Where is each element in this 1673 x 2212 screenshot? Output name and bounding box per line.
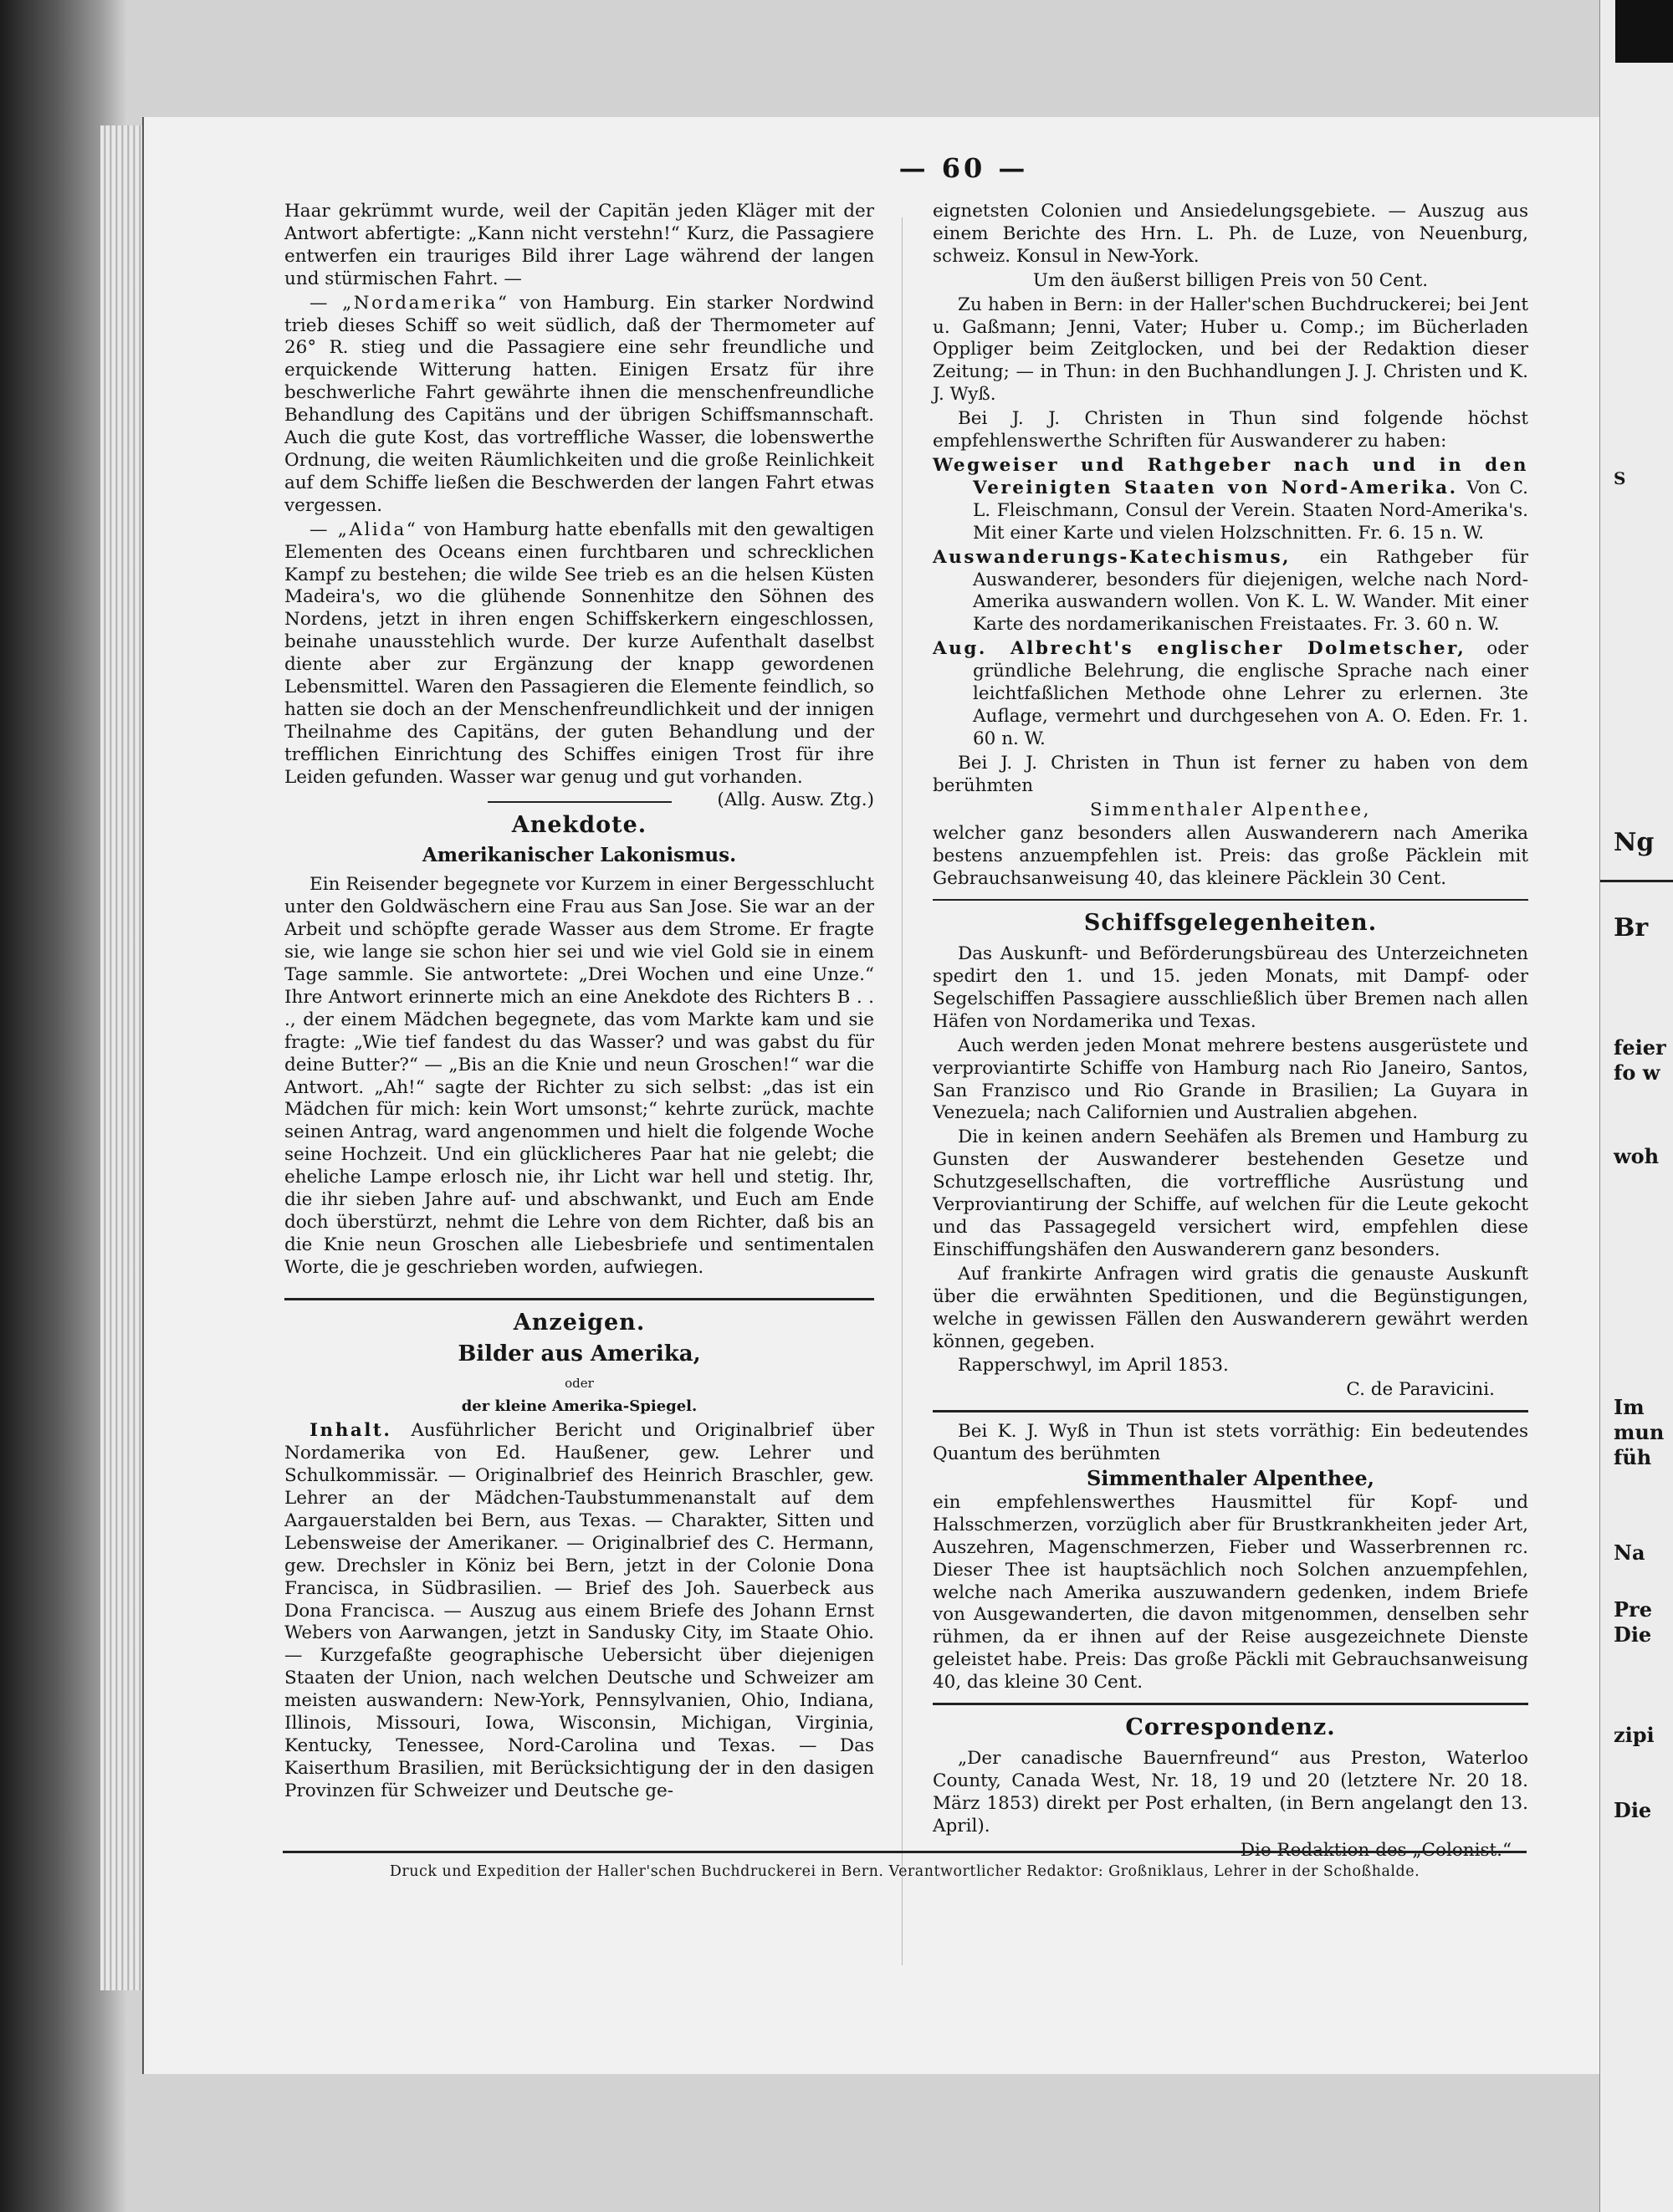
next-page-fragment: Na xyxy=(1614,1540,1645,1565)
scan-corner xyxy=(1615,0,1673,63)
column-divider xyxy=(902,217,903,1965)
product-description: welcher ganz besonders allen Auswanderern nach Amerika bestens anzuempfehlen ist. Preis: das große Päcklein mit Gebrauchsanweisung 40, das kleinere Päcklein 30 Cent. xyxy=(933,823,1528,890)
product-description: ein empfehlenswerthes Hausmittel für Kopf- und Halsschmerzen, vorzüglich aber für Brustkrankheiten jeder Art, Auszehren, Magenschmerzen, Fieber und Wasserbrennen rc. Dieser Thee ist hauptsächlich noch Solchen anzuempfehlen, welche nach Amerika auszuwandern gedenken, indem Briefe von Ausgewanderten, die davon mitgenommen, denselben sehr rühmen, da er ihnen auf der Reise ausgezeichnete Dienste geleistet habe. Preis: Das große Päckli mit Gebrauchsanweisung 40, das kleine 30 Cent. xyxy=(933,1491,1528,1693)
right-column xyxy=(933,201,1528,1864)
article-paragraph: Haar gekrümmt wurde, weil der Capitän jeden Kläger mit der Antwort abfertigte: „Kann nicht verstehn!“ Kurz, die Passagiere entwerfen ein trauriges Bild ihrer Lage während der langen und stürmischen Fahrt. — xyxy=(284,201,874,289)
divider xyxy=(933,1410,1528,1413)
footer-rule xyxy=(283,1851,1527,1853)
ship-report-alida: — „Alida“ von Hamburg hatte ebenfalls mit den gewaltigen Elementen des Oceans einen furchtbaren und schrecklichen Kampf zu bestehen; die wilde See trieb es an die helsen Küsten Madeira's, wo die glühende Sonnenhitze den Söhnen des Nordens, jetzt in ihren engen Schiffskerkern eingeschlossen, beinahe unausstehlich wurde. Der kurze Aufenthalt daselbst diente aber zur Ergänzung der knapp gewordenen Lebensmittel. Waren den Passagieren die Elemente feindlich, so hatten sie doch an der Menschenfreundlichkeit und der innigen Theilnahme des Capitäns, der guten Behandlung und der trefflichen Einrichtung des Schiffes einigen Trost für ihre Leiden gefunden. Wasser war genug und gut vorhanden. (Allg. Ausw. Ztg.) xyxy=(284,519,874,810)
next-page-fragment: woh xyxy=(1614,1144,1660,1168)
advert-continued: eignetsten Colonien und Ansiedelungsgebiete. — Auszug aus einem Berichte des Hrn. L. Ph. de Luze, von Neuenburg, schweiz. Konsul in New-York. xyxy=(933,201,1528,267)
anecdote-text: Ein Reisender begegnete vor Kurzem in einer Bergesschlucht unter den Goldwäschern eine Frau aus San Jose. Sie war an der Arbeit und schöpfte gerade Wasser aus dem Strome. Er fragte sie, wie lange sie schon hier sei und wie viel Gold sie in einem Tage sammle. Sie antwortete: „Drei Wochen und eine Unze.“ Ihre Antwort erinnerte mich an eine Anekdote des Richters B . . ., der einem Mädchen begegnete, das vom Markte kam und sie fragte: „Wie tief fandest du das Wasser? und was gabst du für deine Butter?“ — „Bis an die Knie und neun Groschen!“ war die Antwort. „Ah!“ sagte der Richter zu sich selbst: „das ist ein Mädchen für mich: kein Wort umsonst;“ kehrte zurück, machte seinen Antrag, ward angenommen und hielt die folgende Woche seine Hochzeit. Und ein glücklicheres Paar hat nie gelebt; die eheliche Lampe erlosch nie, ihr Licht war hell und stetig. Ihr, die ihr sieben Jahre auf- und abschwankt, und Euch am Ende doch überstürzt, nehmt die Lehre von dem Richter, daß bis an die Knie neun Groschen alle Liebesbriefe und sentimentalen Worte, die je geschrieben worden, aufwiegen. xyxy=(284,874,874,1278)
advert-contents: Inhalt. Ausführlicher Bericht und Originalbrief über Nordamerika von Ed. Haußener, gew. Lehrer und Schulkommissär. — Originalbrief des Heinrich Braschler, gew. Lehrer an der Mädchen-Taubstummenanstalt auf dem Aargauerstalden bei Bern, aus Texas. — Charakter, Sitten und Lebensweise der Amerikaner. — Originalbrief des C. Hermann, gew. Drechsler in Köniz bei Bern, jetzt in der Colonie Dona Francisca, in Südbrasilien. — Brief des Joh. Sauerbeck aus Dona Francisca. — Auszug aus einem Briefe des Johann Ernst Webers von Aarwangen, jetzt in Sandusky City, im Staate Ohio. — Kurzgefaßte geographische Uebersicht über diejenigen Staaten der Union, nach welchen Deutsche und Schweizer am meisten auswandern: New-York, Pennsylvanien, Ohio, Indiana, Illinois, Missouri, Iowa, Wisconsin, Michigan, Virginia, Kentucky, Tenessee, Nord-Carolina und Texas. — Das Kaiserthum Brasilien, mit Berücksichtigung der in den dasigen Provinzen für Schweizer und Deutsche ge- xyxy=(284,1420,874,1801)
correspondence-signature: Die Redaktion des „Colonist.“ xyxy=(1240,1839,1512,1861)
section-heading-anekdote: Anekdote. xyxy=(511,811,647,838)
section-heading-correspondenz: Correspondenz. xyxy=(1125,1714,1336,1741)
section-heading-schiffs: Schiffsgelegenheiten. xyxy=(1083,910,1378,937)
advert-price: Um den äußerst billigen Preis von 50 Cent. xyxy=(1032,269,1429,291)
next-page-fragment: Die xyxy=(1614,1798,1652,1822)
next-page-fragment: fo w xyxy=(1614,1060,1660,1085)
divider xyxy=(284,1298,874,1300)
correspondence-text: „Der canadische Bauernfreund“ aus Preston, Waterloo County, Canada West, Nr. 18, 19 und 20 (letztere Nr. 20 18. März 1853) direkt per Post erhalten, (in Bern angelangt den 13. April). xyxy=(933,1748,1528,1837)
book-listing: Wegweiser und Rathgeber nach und in den Vereinigten Staaten von Nord-Amerika. Von C. L. Fleischmann, Consul der Verein. Staaten Nord-Amerika's. Mit einer Karte und vielen Holzschnitten. Fr. 6. 15 n. W. xyxy=(933,454,1528,544)
left-column xyxy=(284,201,874,1805)
next-page-fragment: füh xyxy=(1614,1445,1652,1469)
wyss-intro: Bei K. J. Wyß in Thun ist stets vorräthig: Ein bedeutendes Quantum des berühmten xyxy=(933,1421,1528,1465)
next-page-fragment: Im xyxy=(1614,1395,1645,1419)
next-page-fragment: Pre xyxy=(1614,1597,1652,1622)
shipping-paragraph: Das Auskunft- und Beförderungsbüreau des Unterzeichneten spedirt den 1. und 15. jeden Monats, mit Dampf- oder Segelschiffen Passagiere ausschließlich über Bremen nach allen Häfen von Nordamerika und Texas. xyxy=(933,943,1528,1032)
next-page-fragment: Die xyxy=(1614,1622,1652,1647)
book-listing: Aug. Albrecht's englischer Dolmetscher, oder gründliche Belehrung, die englische Sprache nach einer leichtfaßlichen Methode ohne Lehrer zu erlernen. 3te Auflage, vermehrt und durchgesehen von A. O. Eden. Fr. 1. 60 n. W. xyxy=(933,638,1528,749)
next-page-fragment: feier xyxy=(1614,1035,1666,1060)
divider xyxy=(488,801,672,803)
next-page-fragment: Ng xyxy=(1614,828,1655,857)
ship-report-nordamerika: — „Nordamerika“ von Hamburg. Ein starker Nordwind trieb dieses Schiff so weit südlich, daß der Thermometer auf 26° R. stieg und die Passagiere eine sehr freundliche und erquickende Witterung hatten. Einigen Ersatz für ihre beschwerliche Fahrt gewährte ihnen die menschenfreundliche Behandlung des Capitäns und der übrigen Schiffsmannschaft. Auch die gute Kost, das vortreffliche Wasser, die lobenswerthe Ordnung, die weiten Räumlichkeiten und die große Reinlichkeit auf dem Schiffe ließen die Beschwerden der langen Fahrt etwas vergessen. xyxy=(284,292,874,516)
book-listing: Auswanderungs-Katechismus, ein Rathgeber für Auswanderer, besonders für diejenigen, welche nach Nord-Amerika auswandern wollen. Von K. L. W. Wander. Mit einer Karte des nordamerikanischen Freistaates. Fr. 3. 60 n. W. xyxy=(933,546,1529,636)
adjacent-page-edge xyxy=(1599,0,1673,2212)
imprint-footer: Druck und Expedition der Haller'schen Buchdruckerei in Bern. Verantwortlicher Redaktor: Großniklaus, Lehrer in der Schoßhalde. xyxy=(389,1863,1420,1880)
next-page-rule xyxy=(1600,880,1673,882)
shipping-paragraph: Auf frankirte Anfragen wird gratis die genauste Auskunft über die erwähnten Speditionen, und die Begünstigungen, welche in gewissen Fällen den Auswanderern gewährt werden können, gegeben. xyxy=(933,1263,1528,1352)
divider xyxy=(933,899,1528,901)
section-heading-anzeigen: Anzeigen. xyxy=(513,1309,646,1336)
product-name: Simmenthaler Alpenthee, xyxy=(1086,1466,1375,1491)
newspaper-page xyxy=(142,117,1599,2074)
advert-oder: oder xyxy=(565,1375,594,1391)
divider xyxy=(933,1703,1528,1705)
advert-title: Bilder aus Amerika, xyxy=(458,1341,701,1367)
shipping-paragraph: Die in keinen andern Seehäfen als Bremen und Hamburg zu Gunsten der Auswanderer bestehenden Gesetze und Schutzgesellschaften, die vortreffliche Ausrüstung und Verproviantirung der Schiffe, auf welchen für die Leute gekocht und das Passagegeld versichert wird, empfehlen diese Einschiffungshäfen den Auswanderern ganz besonders. xyxy=(933,1126,1528,1260)
next-page-fragment: mun xyxy=(1614,1420,1665,1444)
next-page-fragment: Br xyxy=(1614,913,1649,943)
next-page-fragment: zipi xyxy=(1614,1723,1655,1747)
christen-more: Bei J. J. Christen in Thun ist ferner zu haben von dem berühmten xyxy=(933,752,1528,796)
advert-subtitle: der kleine Amerika-Spiegel. xyxy=(461,1397,698,1416)
subheading: Amerikanischer Lakonismus. xyxy=(422,844,737,867)
page-number: — 60 — xyxy=(898,152,1029,184)
page-header xyxy=(144,152,1599,186)
christen-intro: Bei J. J. Christen in Thun sind folgende höchst empfehlenswerthe Schriften für Auswanderer zu haben: xyxy=(933,408,1528,452)
product-name: Simmenthaler Alpenthee, xyxy=(1090,799,1371,820)
signature: C. de Paravicini. xyxy=(1346,1379,1495,1401)
source-citation: (Allg. Ausw. Ztg.) xyxy=(717,789,874,810)
next-page-fragment: S xyxy=(1614,468,1626,488)
dateline: Rapperschwyl, im April 1853. xyxy=(958,1355,1229,1377)
shipping-paragraph: Auch werden jeden Monat mehrere bestens ausgerüstete und verproviantirte Schiffe von Hamburg nach Rio Janeiro, Santos, San Franzisco und Rio Grande in Brasilien; La Guyara in Venezuela; nach Californien und Australien abgehen. xyxy=(933,1034,1528,1124)
advert-availability: Zu haben in Bern: in der Haller'schen Buchdruckerei; bei Jent u. Gaßmann; Jenni, Vater; Huber u. Comp.; im Bücherladen Oppliger beim Zeitglocken, und bei der Redaktion dieser Zeitung; — in Thun: in den Buchhandlungen J. J. Christen und K. J. Wyß. xyxy=(933,294,1528,406)
